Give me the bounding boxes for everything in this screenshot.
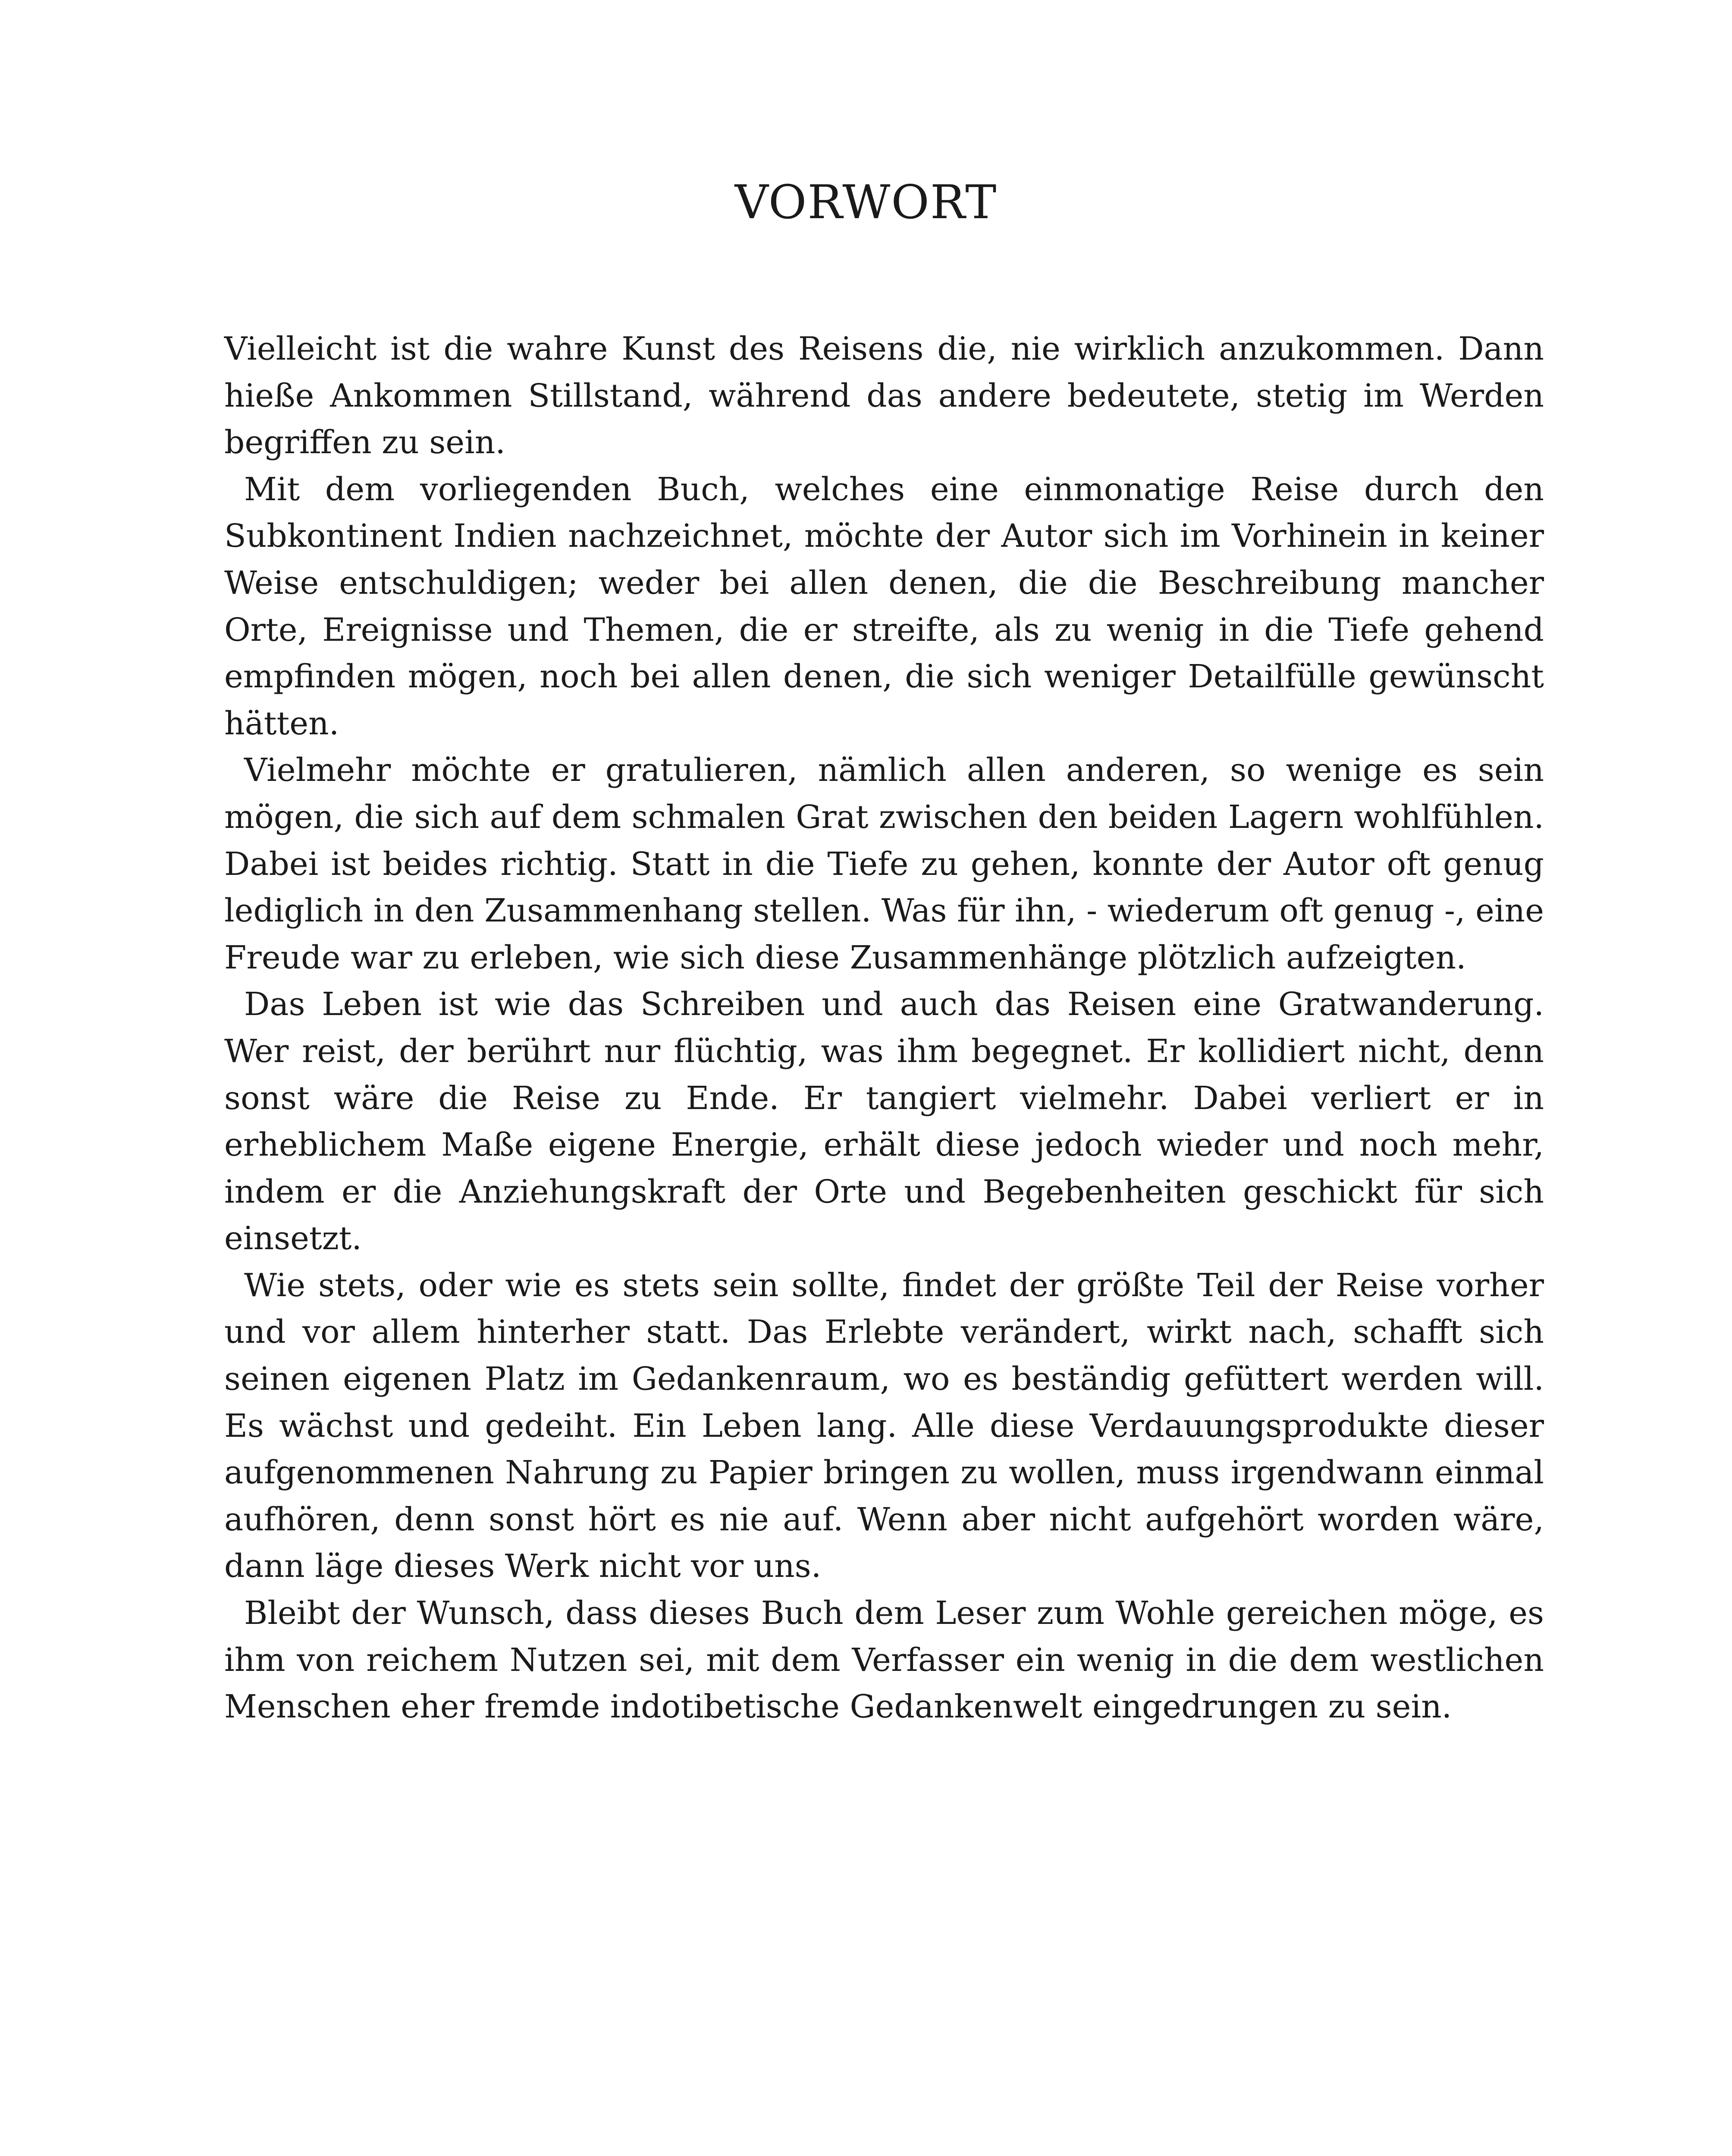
paragraph-4: Das Leben ist wie das Schreiben und auch das Reisen eine Gratwanderung. Wer reist, der berührt nur flüchtig, was ihm begegnet. Er kollidiert nicht, denn sonst wäre die Reise zu Ende. Er tangiert vielmehr. Dabei verliert er in erheblichem Maße eigene Energie, erhält diese jedoch wieder und noch mehr, indem er die Anziehungskraft der Orte und Begebenheiten geschickt für sich einsetzt. bbox=[224, 986, 1544, 1257]
paragraph-2: Mit dem vorliegenden Buch, welches eine einmonatige Reise durch den Subkontinent Indien nachzeichnet, möchte der Autor sich im Vorhinein in keiner Weise entschuldigen; weder bei allen denen, die die Beschreibung mancher Orte, Ereignisse und Themen, die er streifte, als zu wenig in die Tiefe gehend empfinden mögen, noch bei allen denen, die sich weniger Detailfülle gewünscht hätten. bbox=[224, 470, 1544, 742]
paragraph-1: Vielleicht ist die wahre Kunst des Reisens die, nie wirklich anzukommen. Dann hieße Ankommen Stillstand, während das andere bedeutete, stetig im Werden begriffen zu sein. bbox=[224, 330, 1544, 461]
paragraph-5: Wie stets, oder wie es stets sein sollte, findet der größte Teil der Reise vorher und vor allem hinterher statt. Das Erlebte verändert, wirkt nach, schafft sich seinen eigenen Platz im Gedankenraum, wo es beständig gefüttert werden will. Es wächst und gedeiht. Ein Leben lang. Alle diese Verdauungsprodukte dieser aufgenommenen Nahrung zu Papier bringen zu wollen, muss irgendwann einmal aufhören, denn sonst hört es nie auf. Wenn aber nicht aufgehört worden wäre, dann läge dieses Werk nicht vor uns. bbox=[224, 1266, 1544, 1585]
page-title: VORWORT bbox=[734, 175, 998, 229]
paragraph-3: Vielmehr möchte er gratulieren, nämlich allen anderen, so wenige es sein mögen, die sich auf dem schmalen Grat zwischen den beiden Lagern wohlfühlen. Dabei ist beides richtig. Statt in die Tiefe zu gehen, konnte der Autor oft genug lediglich in den Zusammenhang stellen. Was für ihn, - wiederum oft genug -, eine Freude war zu erleben, wie sich diese Zusammenhänge plötzlich aufzeigten. bbox=[224, 752, 1544, 976]
paragraph-6: Bleibt der Wunsch, dass dieses Buch dem Leser zum Wohle gereichen möge, es ihm von reichem Nutzen sei, mit dem Verfasser ein wenig in die dem westlichen Menschen eher fremde indotibetische Gedankenwelt eingedrungen zu sein. bbox=[224, 1595, 1544, 1726]
body-text bbox=[224, 326, 1544, 1730]
